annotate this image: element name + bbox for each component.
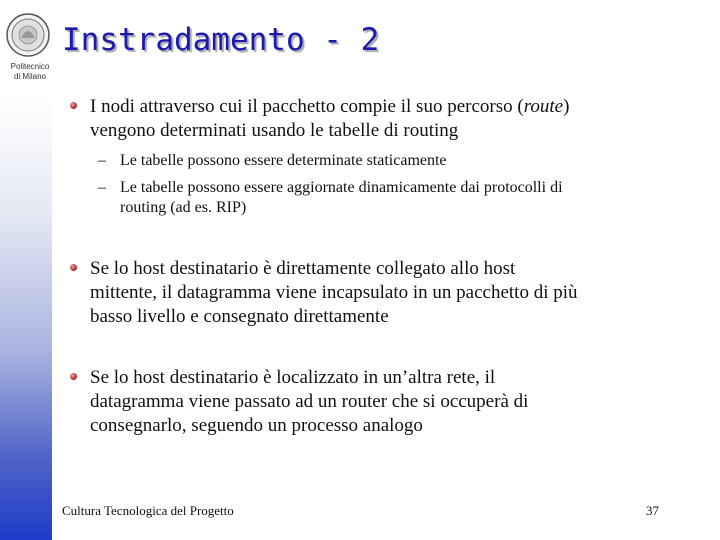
bullet-dot: [70, 264, 77, 271]
bullet-2-line-1: Se lo host destinatario è direttamente collegato allo host: [90, 258, 516, 279]
sub-bullet-dash: –: [98, 179, 106, 196]
sub-bullet-dash: –: [98, 152, 106, 169]
route-term: route: [523, 96, 564, 117]
sub-bullet-2-line-2: routing (ad es. RIP): [120, 199, 247, 216]
sub-bullet-2-line-1: Le tabelle possono essere aggiornate dinamicamente dai protocolli di: [120, 179, 563, 196]
politecnico-seal-logo: [5, 12, 51, 58]
bullet-dot: [70, 373, 77, 380]
bullet-2-line-2: mittente, il datagramma viene incapsulato in un pacchetto di più: [90, 282, 578, 303]
logo-caption-line2: di Milano: [13, 72, 46, 81]
bullet-3-line-2: datagramma viene passato ad un router che si occuperà di: [90, 391, 529, 412]
bullet-dot: [70, 102, 77, 109]
bullet-2-line-3: basso livello e consegnato direttamente: [90, 306, 389, 327]
footer-course-title: Cultura Tecnologica del Progetto: [62, 503, 234, 518]
sub-bullet-1: Le tabelle possono essere determinate staticamente: [120, 152, 447, 169]
bullet-1-line-1: I nodi attraverso cui il pacchetto compie il suo percorso (route): [90, 96, 570, 117]
page-number: 37: [646, 503, 659, 518]
bullet-3-line-3: consegnarlo, seguendo un processo analogo: [90, 415, 423, 436]
slide-title: Instradamento - 2: [62, 22, 380, 58]
bullet-1-line-2: vengono determinati usando le tabelle di routing: [90, 120, 459, 141]
logo-caption-line1: Politecnico: [10, 62, 50, 71]
bullet-3-line-1: Se lo host destinatario è localizzato in un’altra rete, il: [90, 367, 496, 388]
